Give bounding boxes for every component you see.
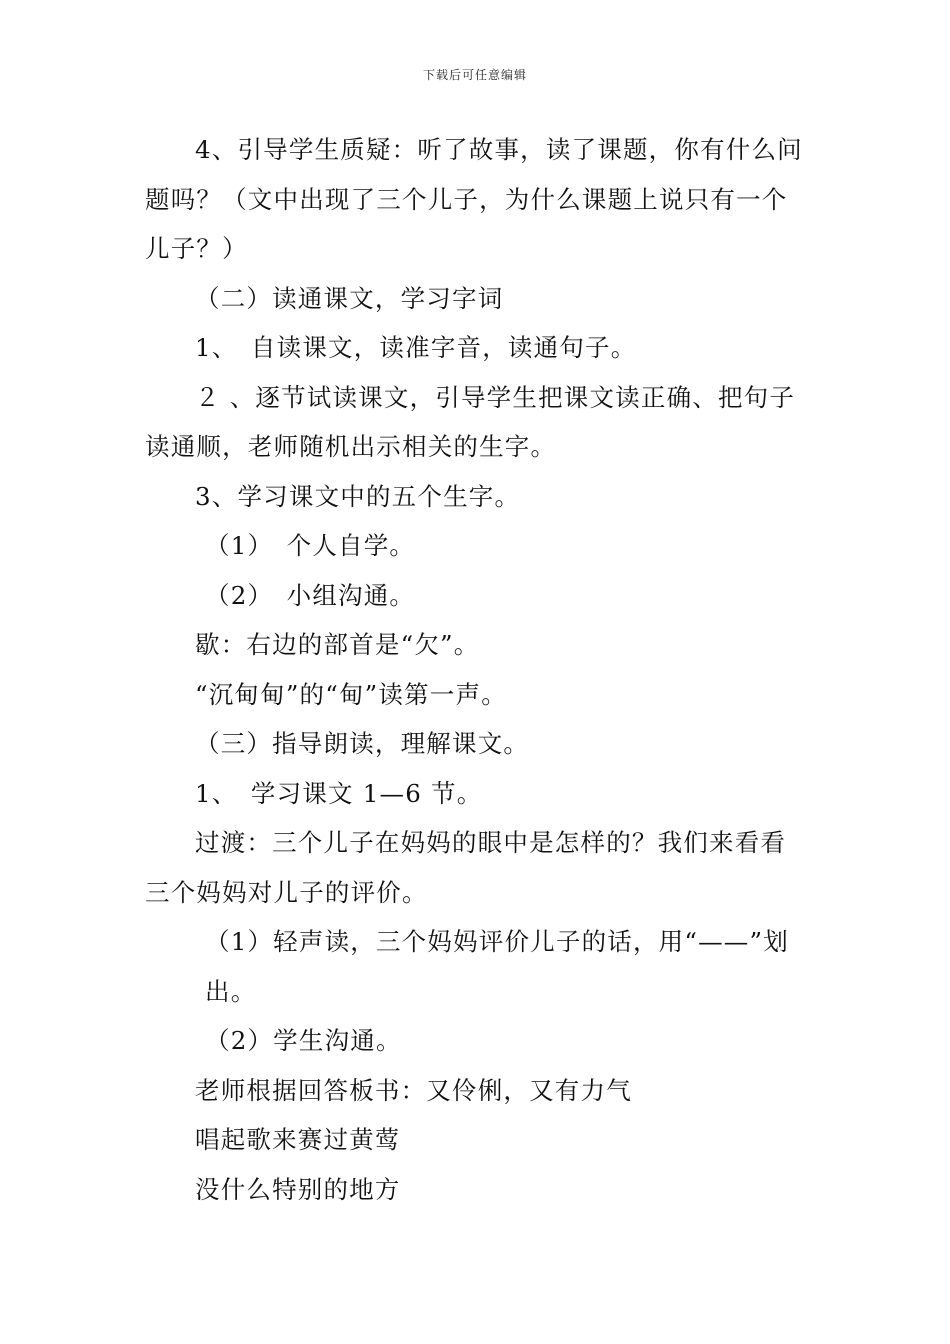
- board-note-1: 老师根据回答板书：又伶俐，又有力气: [195, 1075, 632, 1105]
- paragraph-question: 4、引导学生质疑：听了故事，读了课题，你有什么问题吗？（文中出现了三个儿子，为什么课题上说只有一个儿子？）: [145, 135, 803, 263]
- document-body: [145, 125, 810, 1214]
- substep-read-softly: （1）轻声读，三个妈妈评价儿子的话，用“——”划出。: [205, 927, 789, 1006]
- step-learn-characters: 3、学习课文中的五个生字。: [195, 481, 521, 511]
- step-section-read: ２ 、逐节试读课文，引导学生把课文读正确、把句子读通顺，老师随机出示相关的生字。: [145, 382, 796, 461]
- substep-self-study: （1） 个人自学。: [205, 531, 416, 560]
- paragraph-transition: 过渡：三个儿子在妈妈的眼中是怎样的？我们来看看三个妈妈对儿子的评价。: [145, 828, 787, 907]
- substep-group-talk: （2） 小组沟通。: [205, 580, 416, 610]
- page-header-note: 下载后可任意编辑: [422, 68, 527, 82]
- step-study-sections: 1、 学习课文 1—6 节。: [195, 778, 483, 808]
- board-note-2: 唱起歌来赛过黄莺: [195, 1125, 401, 1154]
- board-note-3: 没什么特别的地方: [195, 1174, 401, 1204]
- character-note-1: 歇：右边的部首是“欠”。: [195, 630, 480, 659]
- step-self-read: 1、 自读课文，读准字音，读通句子。: [195, 333, 637, 362]
- substep-discuss: （2）学生沟通。: [205, 1026, 402, 1055]
- section-heading-3: （三）指导朗读，理解课文。: [195, 729, 530, 758]
- character-note-2: “沉甸甸”的“甸”读第一声。: [195, 679, 507, 709]
- section-heading-2: （二）读通课文，学习字词: [195, 283, 504, 313]
